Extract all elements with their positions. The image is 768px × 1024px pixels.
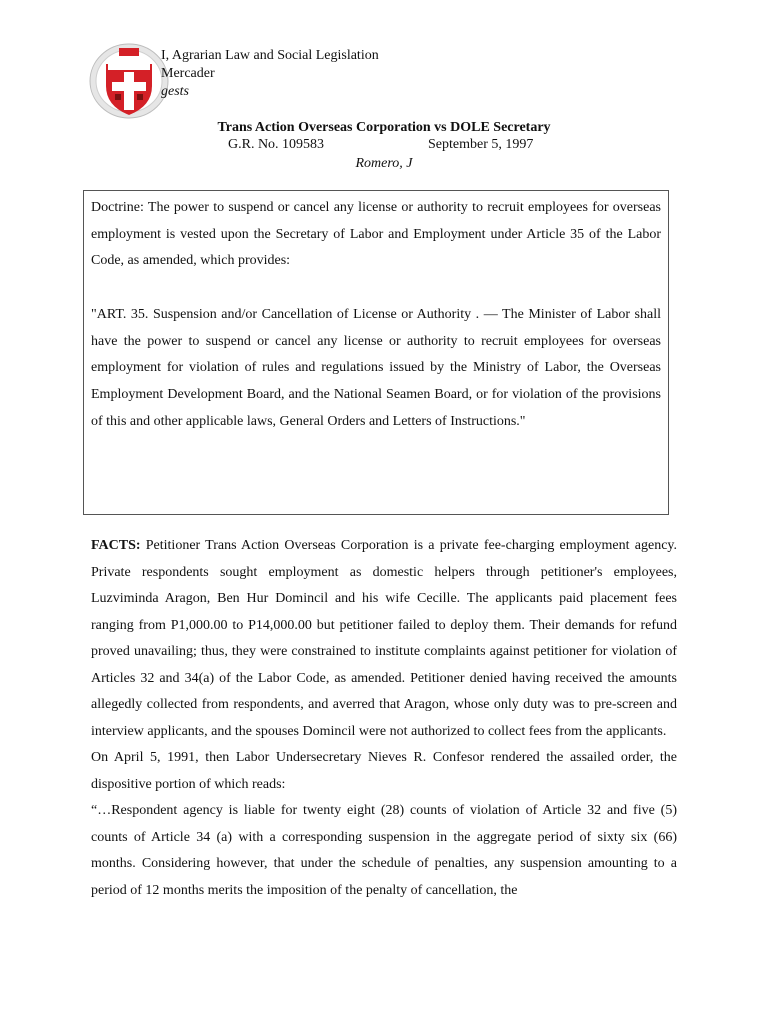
law-school-seal-icon — [88, 42, 170, 120]
facts-label: FACTS: — [91, 538, 141, 553]
doctrine-quote: "ART. 35. Suspension and/or Cancellation of License or Authority . — The Minister of Labor shall have the power to suspend or cancel any license or authority to recruit employees for overseas employment for violation of rules and regulations issued by the Ministry of Labor, the Overseas Employment Development Board, and the National Seamen Board, or for violation of the provisions of this and other applicable laws, General Orders and Letters of Instructions." — [91, 306, 661, 429]
doctrine-box — [83, 190, 669, 515]
facts-section — [91, 533, 677, 904]
decision-date: September 5, 1997 — [428, 137, 534, 152]
ponente: Romero, J — [355, 156, 413, 171]
professor-name: Mercader — [161, 66, 215, 81]
document-type: gests — [161, 84, 189, 99]
course-title: I, Agrarian Law and Social Legislation — [161, 48, 379, 63]
doctrine-intro: Doctrine: The power to suspend or cancel any license or authority to recruit employees for overseas employment is vested upon the Secretary of Labor and Employment under Article 35 of the Labor Code, as amended, which provides: — [91, 200, 661, 269]
quoted-order-paragraph: “…Respondent agency is liable for twenty eight (28) counts of violation of Article 32 and five (5) counts of Article 34 (a) with a corresponding suspension in the aggregate period of sixty six (66) months. Considering however, that under the schedule of penalties, any suspension amounting to a period of 12 months merits the imposition of the penalty of cancellation, the — [91, 803, 677, 898]
order-paragraph: On April 5, 1991, then Labor Undersecretary Nieves R. Confesor rendered the assailed order, the dispositive portion of which reads: — [91, 750, 677, 792]
gr-number: G.R. No. 109583 — [228, 137, 325, 152]
facts-paragraph — [91, 533, 677, 745]
document-header — [161, 47, 379, 101]
facts-text: Petitioner Trans Action Overseas Corporation is a private fee-charging employment agency. Private respondents sought employment as domestic helpers through petitioner's employees, Luzviminda Aragon, Ben Hur Domincil and his wife Cecille. The applicants paid placement fees ranging from P1,000.00 to P14,000.00 but petitioner failed to deploy them. Their demands for refund proved unavailing; thus, they were constrained to institute complaints against petitioner for violation of Articles 32 and 34(a) of the Labor Code, as amended. Petitioner denied having received the amounts allegedly collected from respondents, and averred that Aragon, whose only duty was to pre-screen and interview applicants, and the spouses Domincil were not authorized to collect fees from the applicants. — [91, 538, 677, 739]
case-title: Trans Action Overseas Corporation vs DOLE Secretary — [217, 120, 551, 135]
